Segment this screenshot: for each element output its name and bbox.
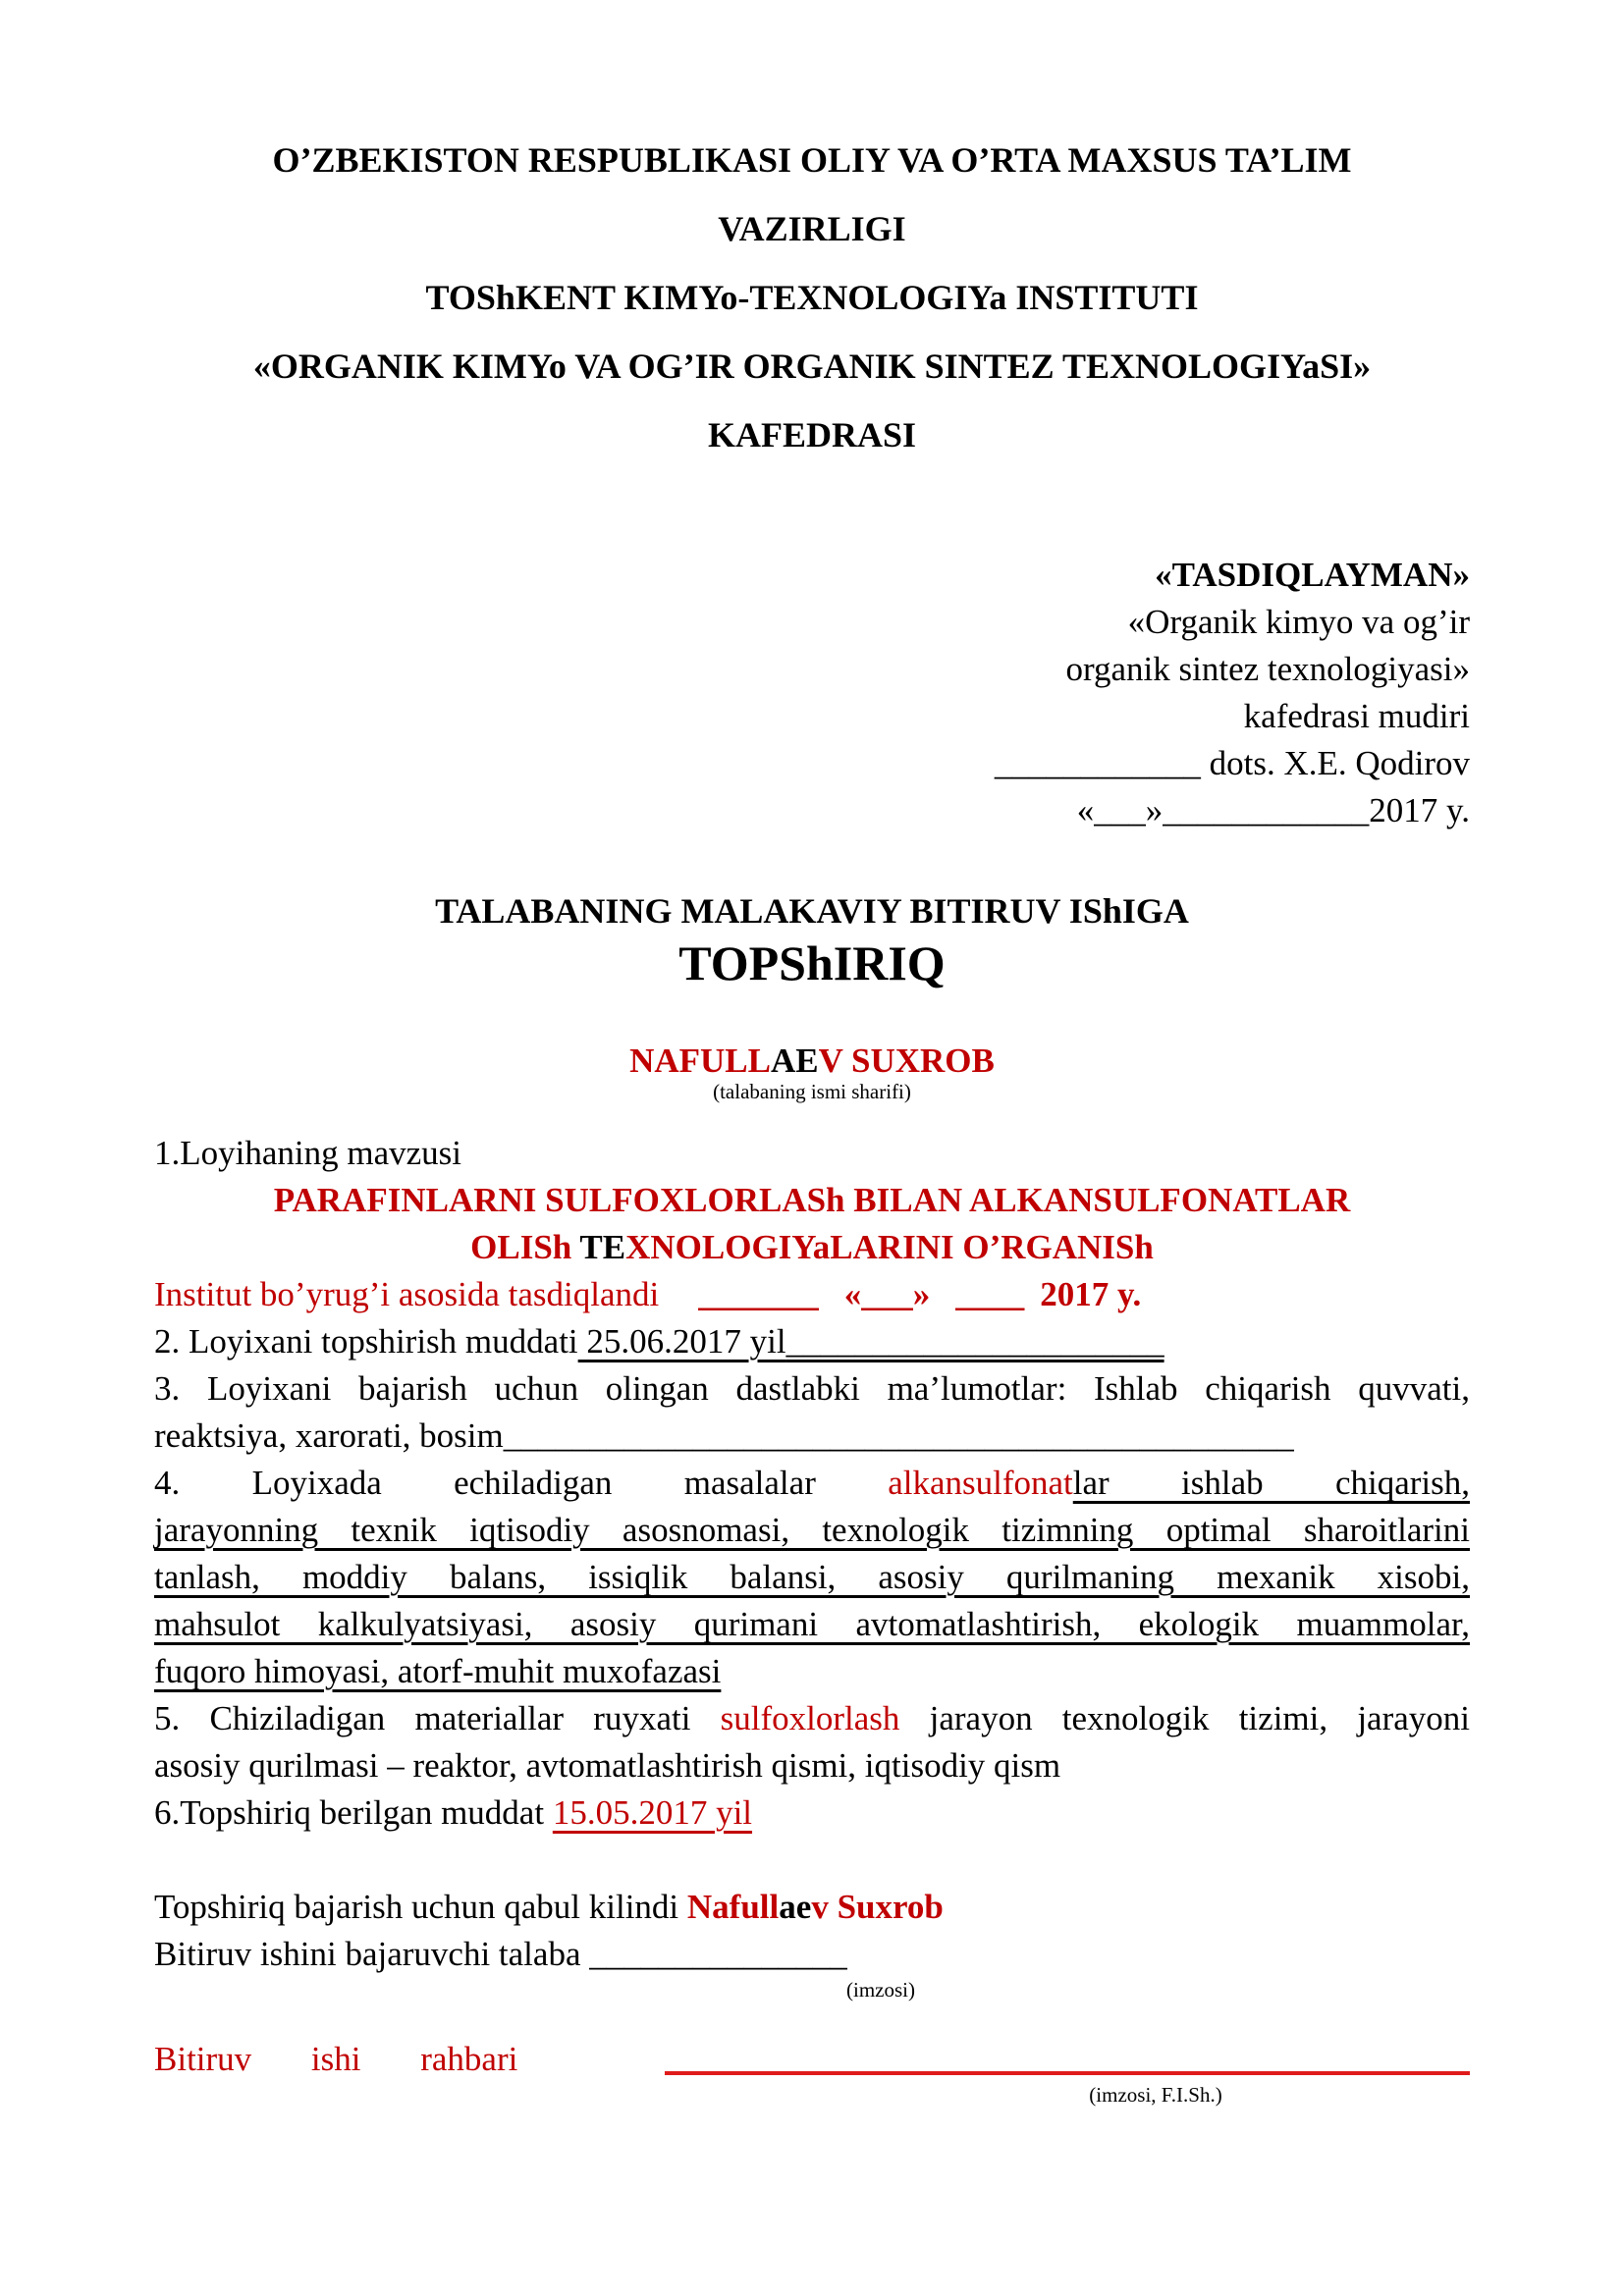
- student-name: [154, 1042, 1470, 1080]
- assignment-supertitle: TALABANING MALAKAVIY BITIRUV IShIGA: [435, 891, 1189, 931]
- approved-blank-1: _______: [698, 1275, 819, 1313]
- student-signature-blank: _______________: [589, 1935, 847, 1973]
- topic-line-2: [154, 1224, 1470, 1271]
- item3-line-1: 3. Loyixani bajarish uchun olingan dastlabki ma’lumotlar: Ishlab chiqarish quvvati,: [154, 1369, 1470, 1408]
- item4-underlined-rest: lar ishlab chiqarish,: [1072, 1464, 1470, 1502]
- student-signature-line: [154, 1931, 1470, 1978]
- accept-line: [154, 1884, 1470, 1931]
- approval-signature-line: ____________ dots. X.E. Qodirov: [994, 744, 1470, 782]
- item2-label: 2. Loyixani topshirish muddati: [154, 1322, 578, 1361]
- item4-line-5-text: fuqoro himoyasi, atorf-muhit muxofazasi: [154, 1652, 722, 1690]
- accept-name-red-2: v Suxrob: [811, 1888, 944, 1926]
- approval-block: [154, 552, 1470, 834]
- item5-line-2: asosiy qurilmasi – reaktor, avtomatlashtirish qismi, iqtisodiy qism: [154, 1746, 1061, 1785]
- item4-line-2-text: jarayonning texnik iqtisodiy asosnomasi, texnologik tizimning optimal sharoitlarini: [154, 1511, 1470, 1549]
- header-line-institute: TOShKENT KIMYo-TEXNOLOGIYa INSTITUTI: [425, 278, 1199, 317]
- item4-line-3-text: tanlash, moddiy balans, issiqlik balansi, asosiy qurilmaning mexanik xisobi,: [154, 1558, 1470, 1596]
- supervisor-signature-row: [154, 2036, 1470, 2083]
- item6-label: 6.Topshiriq berilgan muddat: [154, 1793, 553, 1832]
- supervisor-signature-caption: (imzosi, F.I.Sh.): [1089, 2083, 1222, 2107]
- approved-date-quote: «___»: [843, 1275, 931, 1313]
- header-line-ministry: O’ZBEKISTON RESPUBLIKASI OLIY VA O’RTA MAXSUS TA’LIM: [272, 140, 1352, 180]
- approved-by-order-line: [154, 1271, 1470, 1318]
- approval-dept-line-1: «Organik kimyo va og’ir: [1127, 603, 1470, 641]
- item5-red-word: sulfoxlorlash: [720, 1699, 900, 1737]
- header-line-vazirligi: VAZIRLIGI: [718, 209, 906, 248]
- student-name-red-1: NAFULL: [629, 1041, 771, 1080]
- student-signature-caption: (imzosi): [846, 1978, 915, 2002]
- topic-line-2-red-2: XNOLOGIYaLARINI O’RGANISh: [625, 1228, 1154, 1266]
- approval-dept-line-3: kafedrasi mudiri: [1243, 697, 1470, 735]
- student-name-red-2: V SUXROB: [818, 1041, 995, 1080]
- header-line-department: «ORGANIK KIMYo VA OG’IR ORGANIK SINTEZ TEXNOLOGIYaSI»: [252, 347, 1372, 386]
- approved-year: 2017 y.: [1040, 1275, 1142, 1313]
- item5-line-1: [154, 1695, 1470, 1742]
- assignment-body: [154, 1130, 1470, 2108]
- supervisor-signature-rule: [665, 2036, 1470, 2075]
- item4-line-4: [154, 1601, 1470, 1648]
- approval-title: «TASDIQLAYMAN»: [1155, 556, 1470, 594]
- topic-line-2-black: TE: [579, 1228, 626, 1266]
- item6-line: [154, 1789, 1470, 1837]
- topic-line-2-red-1: OLISh: [470, 1228, 580, 1266]
- item5-prefix: 5. Chiziladigan materiallar ruyxati: [154, 1699, 721, 1737]
- student-name-black: AE: [771, 1041, 819, 1080]
- accept-label: Topshiriq bajarish uchun qabul kilindi: [154, 1888, 687, 1926]
- item2-deadline-date: 25.06.2017 yil: [577, 1322, 786, 1361]
- approved-label: Institut bo’yrug’i asosida tasdiqlandi: [154, 1275, 660, 1313]
- item4-line-1: [154, 1460, 1470, 1507]
- topic-line-1: PARAFINLARNI SULFOXLORLASh BILAN ALKANSULFONATLAR: [273, 1181, 1351, 1219]
- item4-line-5: [154, 1648, 1470, 1695]
- document-header: [154, 126, 1470, 469]
- accept-name-red-1: Nafull: [686, 1888, 780, 1926]
- item2-blank: ______________________: [785, 1322, 1164, 1361]
- item6-issue-date: 15.05.2017 yil: [552, 1793, 753, 1832]
- accept-name-black: ae: [779, 1888, 812, 1926]
- student-name-caption: (talabaning ismi sharifi): [713, 1080, 911, 1103]
- item5-suffix: jarayon texnologik tizimi, jarayoni: [899, 1699, 1470, 1737]
- item1-label: 1.Loyihaning mavzusi: [154, 1134, 462, 1172]
- supervisor-label: Bitiruv ishi rahbari: [154, 2040, 518, 2078]
- student-signature-label: Bitiruv ishini bajaruvchi talaba: [154, 1935, 590, 1973]
- approval-dept-line-2: organik sintez texnologiyasi»: [1065, 650, 1470, 688]
- item4-line-3: [154, 1554, 1470, 1601]
- item4-line-4-text: mahsulot kalkulyatsiyasi, asosiy qurimani avtomatlashtirish, ekologik muammolar,: [154, 1605, 1470, 1643]
- assignment-title: TOPShIRIQ: [678, 935, 946, 990]
- header-line-kafedrasi: KAFEDRASI: [707, 415, 917, 454]
- item3-line-2: [154, 1413, 1470, 1460]
- approved-blank-2: ____: [955, 1275, 1025, 1313]
- item2-line: [154, 1318, 1470, 1365]
- item3-blank: ______________________________________________: [503, 1416, 1294, 1455]
- item4-line-2: [154, 1507, 1470, 1554]
- item3-line-2-label: reaktsiya, xarorati, bosim: [154, 1416, 504, 1455]
- item4-prefix: 4. Loyixada echiladigan masalalar: [154, 1464, 889, 1502]
- item4-red-word: alkansulfonat: [888, 1464, 1073, 1502]
- approval-date-line: «___»____________2017 y.: [1076, 791, 1470, 829]
